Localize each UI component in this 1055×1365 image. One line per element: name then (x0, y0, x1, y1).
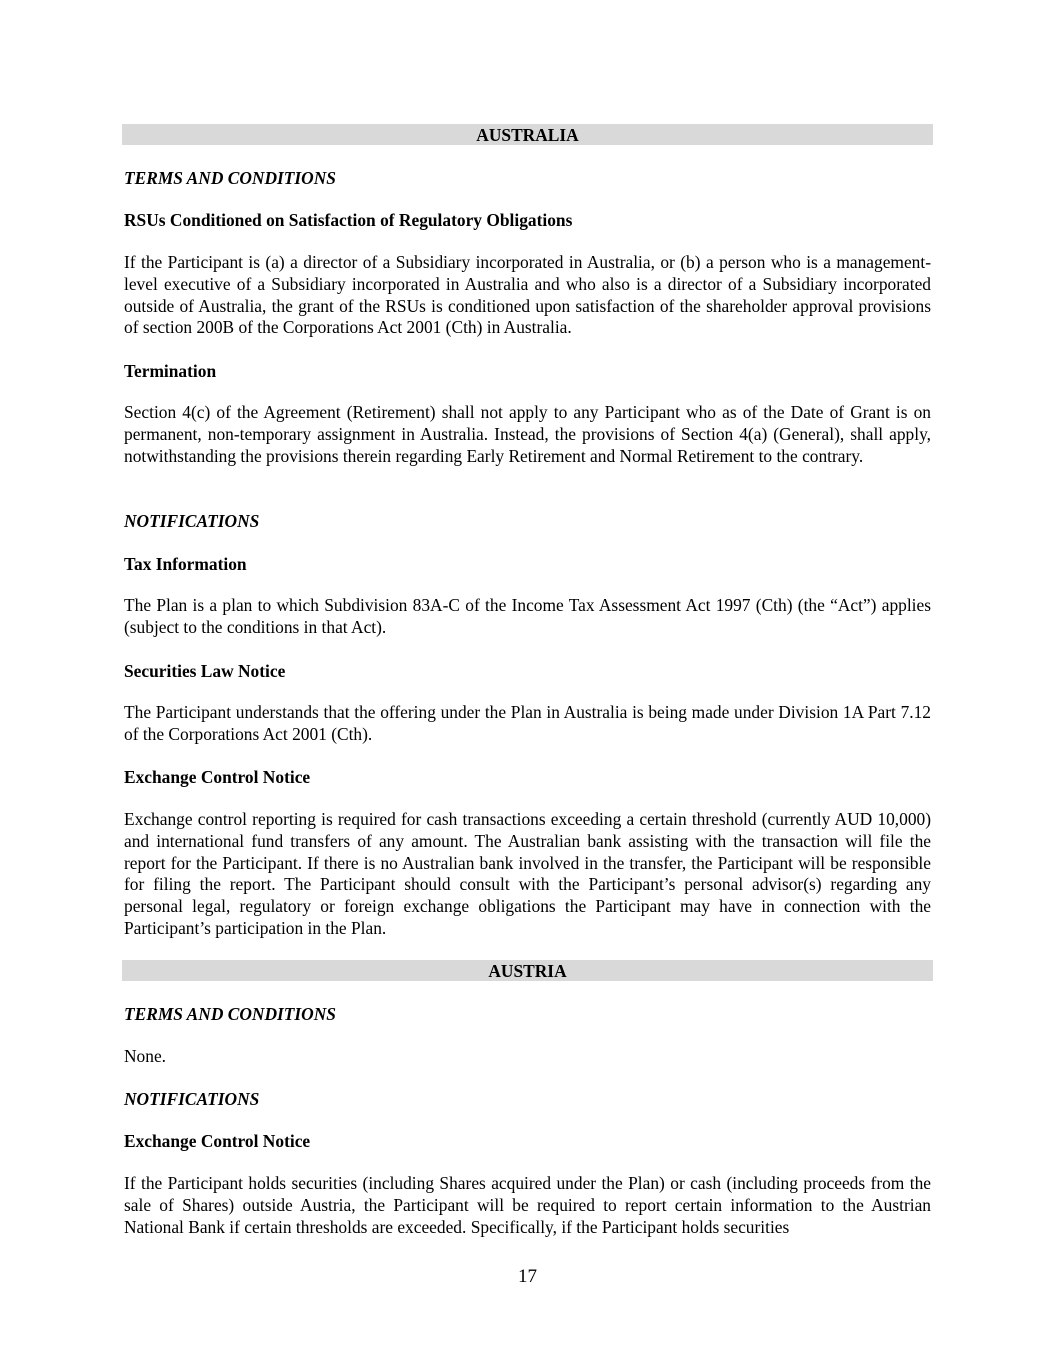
australia-rsus-paragraph: If the Participant is (a) a director of a Subsidiary incorporated in Australia, or (b) a person who is a management-level executive of a Subsidiary incorporated in Australia and who also is a director of a Subsidiary incorporated outside of Australia, the grant of the RSUs is conditioned upon satisfaction of the shareholder approval provisions of section 200B of the Corporations Act 2001 (Cth) in Australia. (124, 252, 931, 338)
australia-termination-paragraph: Section 4(c) of the Agreement (Retirement) shall not apply to any Participant who as of the Date of Grant is on permanent, non-temporary assignment in Australia. Instead, the provisions of Section 4(a) (General), shall apply, notwithstanding the provisions therein regarding Early Retirement and Normal Retirement to the contrary. (124, 402, 931, 466)
country-header-australia: AUSTRALIA (122, 124, 933, 145)
australia-tax-heading: Tax Information (124, 554, 247, 574)
austria-notifications-heading: NOTIFICATIONS (124, 1089, 260, 1109)
australia-exchange-paragraph: Exchange control reporting is required for cash transactions exceeding a certain threshold (currently AUD 10,000) and international fund transfers of any amount. The Australian bank assisting with the transaction will file the report for the Participant. If there is no Australian bank involved in the transfer, the Participant will be responsible for filing the report. The Participant should consult with the Participant’s personal advisor(s) regarding any personal legal, regulatory or foreign exchange obligations the Participant may have in connection with the Participant’s participation in the Plan. (124, 809, 931, 938)
austria-terms-heading: TERMS AND CONDITIONS (124, 1004, 336, 1024)
australia-tax-paragraph: The Plan is a plan to which Subdivision 83A-C of the Income Tax Assessment Act 1997 (Cth) (the “Act”) applies (subject to the conditions in that Act). (124, 595, 931, 637)
country-header-austria: AUSTRIA (122, 960, 933, 981)
australia-terms-heading: TERMS AND CONDITIONS (124, 168, 336, 188)
australia-notifications-heading: NOTIFICATIONS (124, 511, 260, 531)
page-number: 17 (518, 1266, 537, 1287)
austria-exchange-paragraph: If the Participant holds securities (including Shares acquired under the Plan) or cash (including proceeds from the sale of Shares) outside Austria, the Participant will be required to report certain information to the Austrian National Bank if certain thresholds are exceeded. Specifically, if the Participant holds securities (124, 1173, 931, 1237)
australia-termination-heading: Termination (124, 361, 217, 381)
australia-securities-paragraph: The Participant understands that the offering under the Plan in Australia is being made under Division 1A Part 7.12 of the Corporations Act 2001 (Cth). (124, 702, 931, 744)
austria-exchange-heading: Exchange Control Notice (124, 1131, 311, 1151)
australia-rsus-heading: RSUs Conditioned on Satisfaction of Regulatory Obligations (124, 210, 573, 230)
austria-terms-text: None. (124, 1046, 167, 1066)
australia-securities-heading: Securities Law Notice (124, 661, 286, 681)
australia-exchange-heading: Exchange Control Notice (124, 767, 311, 787)
